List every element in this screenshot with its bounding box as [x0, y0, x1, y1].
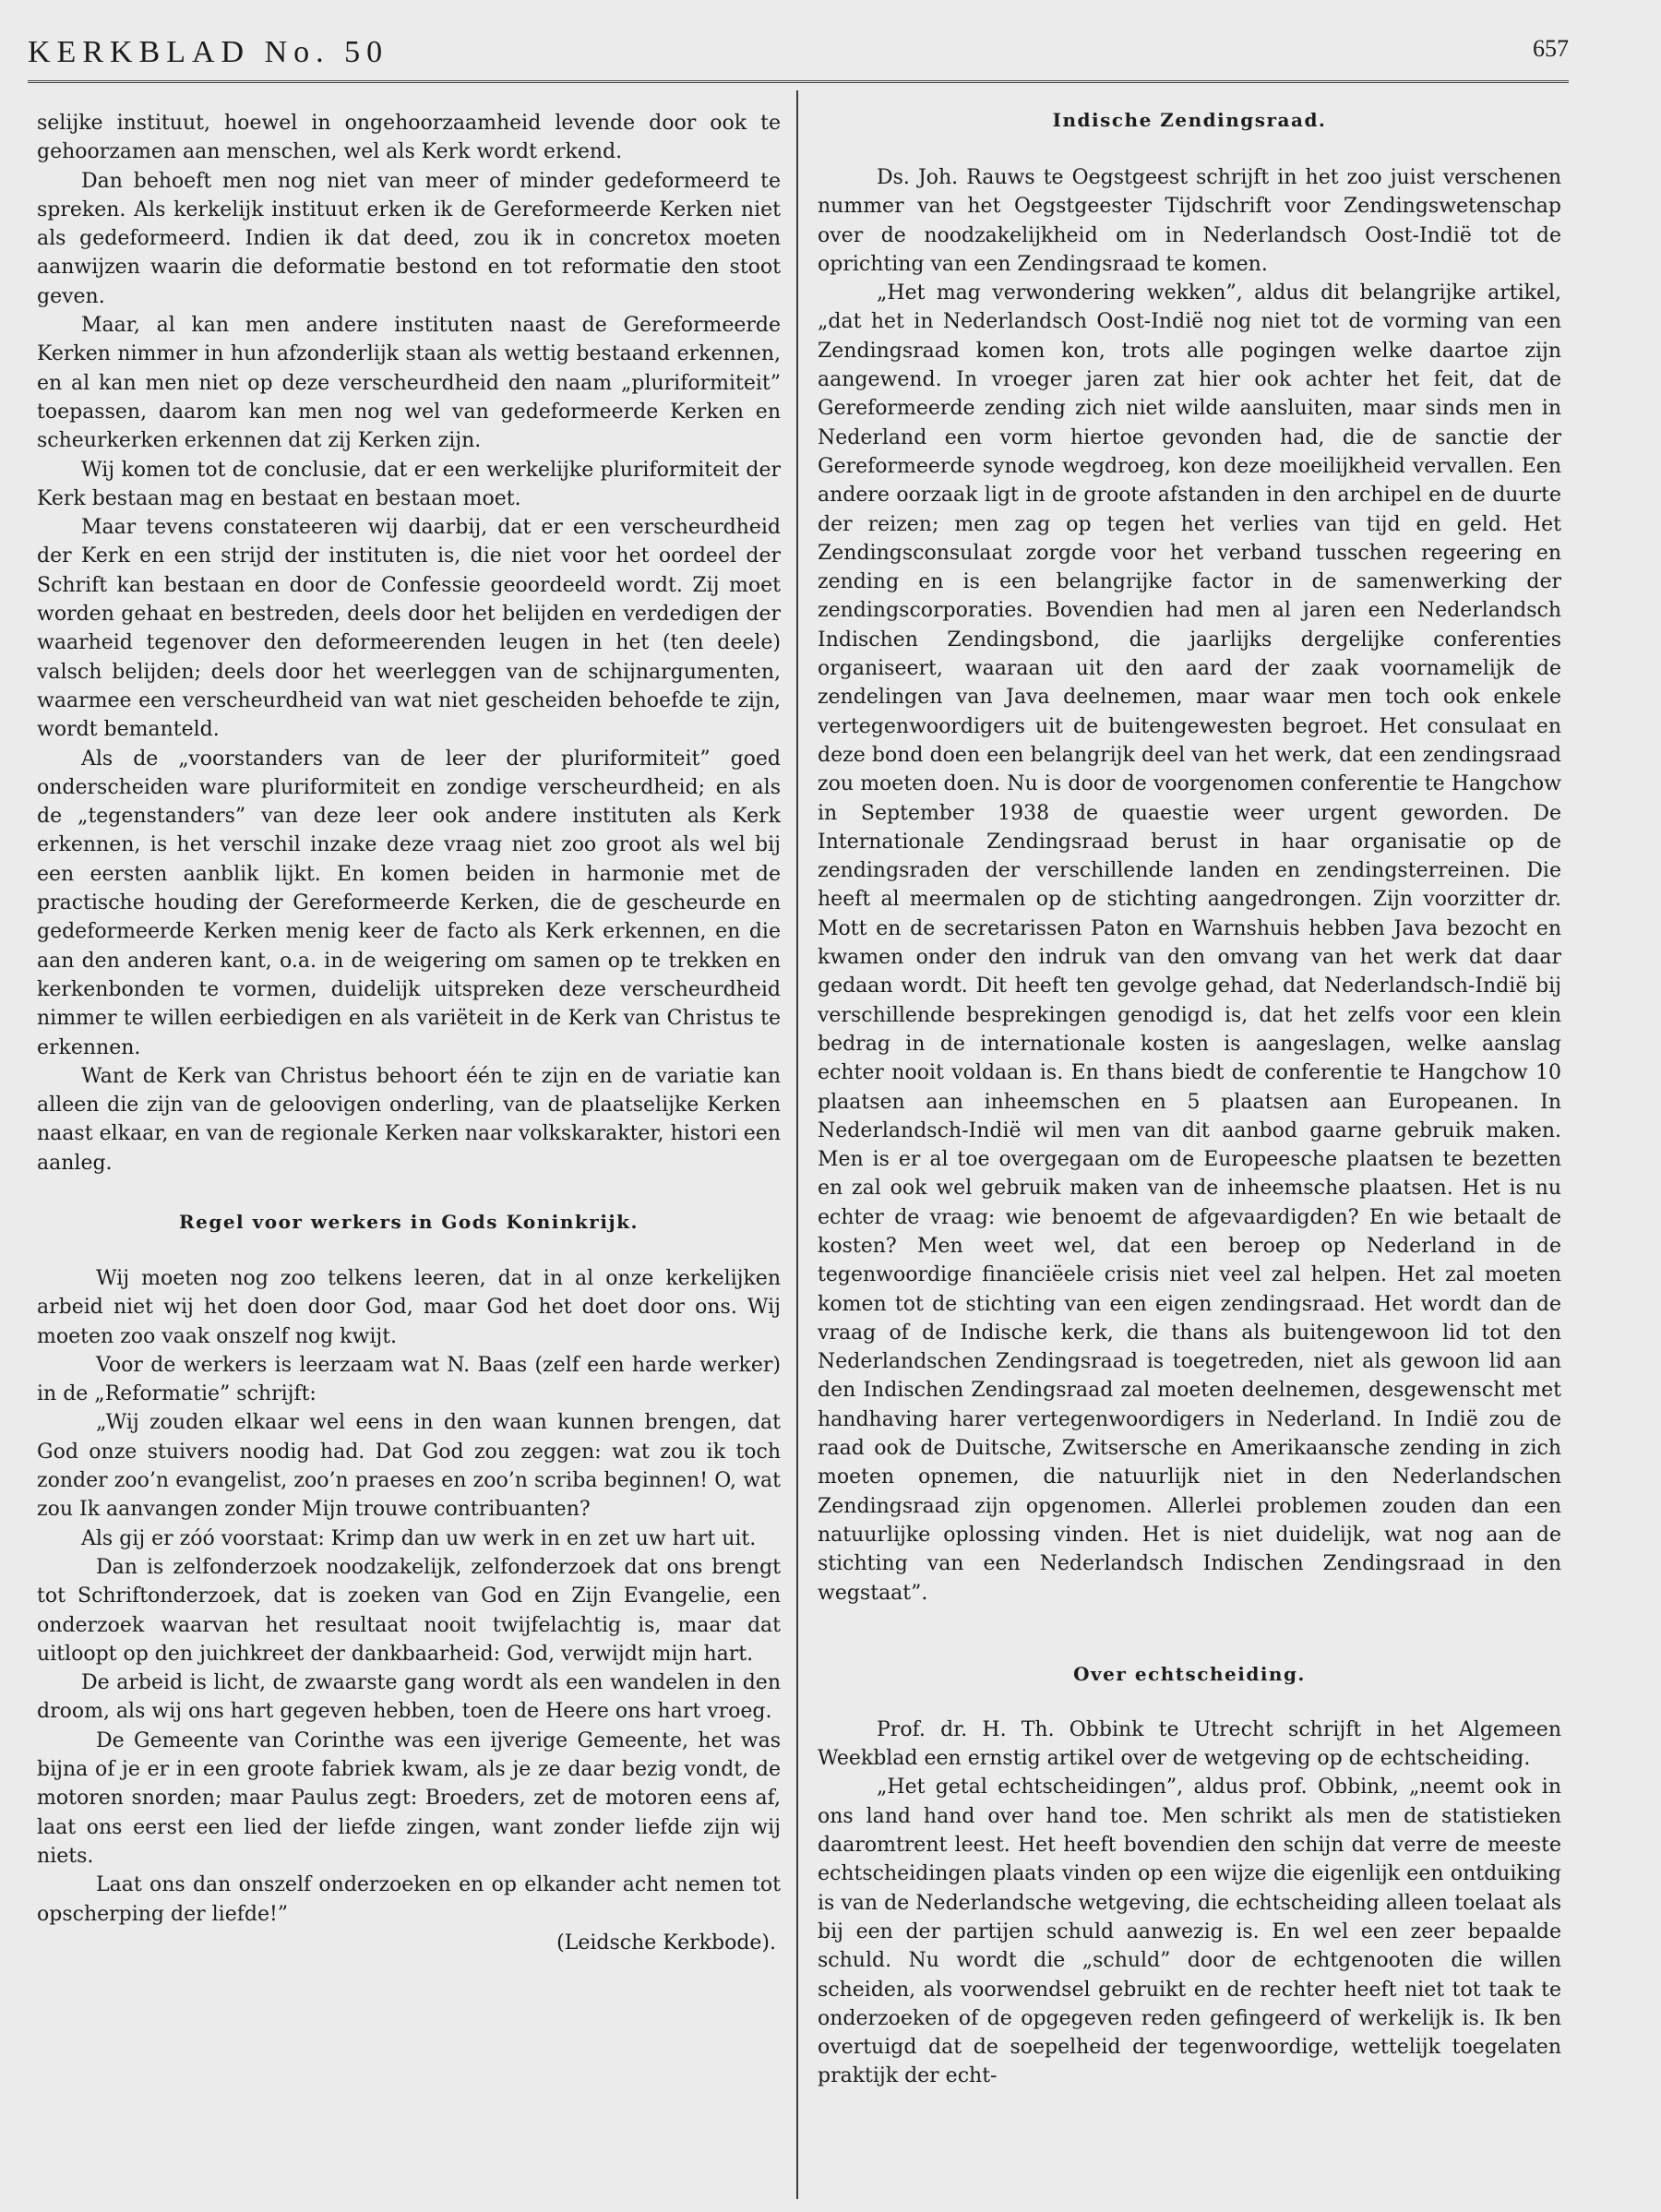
- quote-paragraph: Dan is zelfonderzoek noodzakelijk, zelfonderzoek dat ons brengt tot Schriftonderzoek, dat is zoeken van God en Zijn Evangelie, een onderzoek waarvan het resultaat nooit twijfelachtig is, maar dat uitloopt op den juichkreet der dankbaarheid: God, verwijdt mijn hart.: [37, 1555, 781, 1666]
- source-attribution: (Leidsche Kerkbode).: [556, 1931, 776, 1955]
- paragraph: Voor de werkers is leerzaam wat N. Baas (zelf een harde werker) in de „Reformatie” schrijft:: [37, 1353, 781, 1406]
- paragraph: Dan behoeft men nog niet van meer of minder gedeformeerd te spreken. Als kerkelijk instituut erken ik de Gereformeerde Kerken niet als gedeformeerd. Indien ik dat deed, zou ik in concretox moeten aanwijzen waarin die deformatie bestond en tot reformatie den stoot geven.: [37, 169, 781, 308]
- quote-paragraph: „Het getal echtscheidingen”, aldus prof. Obbink, „neemt ook in ons land hand over hand toe. Men schrikt als men de statistieken daaromtrent leest. Het heeft bovendien den schijn dat verre de meeste echtscheidingen plaats vinden op een wijze die eigenlijk een ontduiking is van de Nederlandsche wetgeving, die echtscheiding alleen toelaat als bij een der partijen schuld aanwezig is. En wel een zeer bepaalde schuld. Nu wordt die „schuld” door de echtgenooten die willen scheiden, als voorwendsel gebruikt en de rechter heeft niet tot taak te onderzoeken of de opgegeven reden gefingeerd of werkelijk is. Ik ben overtuigd dat de soepelheid der tegenwoordige, wettelijk toegelaten praktijk der echt-: [818, 1776, 1561, 2088]
- quote-paragraph: De Gemeente van Corinthe was een ijverige Gemeente, het was bijna of je er in een groote fabriek kwam, als je ze daar bezig vondt, de motoren snorden; maar Paulus zegt: Broeders, zet de motoren eens af, laat ons eerst een lied der liefde zingen, want zonder liefde zijn wij niets.: [37, 1728, 781, 1868]
- paragraph: Maar, al kan men andere instituten naast de Gereformeerde Kerken nimmer in hun afzonderlijk staan als wettig bestaand erkennen, en al kan men niet op deze verscheurdheid den naam „pluriformiteit” toepassen, daarom kan men nog wel van gedeformeerde Kerken en scheurkerken erkennen dat zij Kerken zijn.: [37, 314, 781, 453]
- quote-paragraph: De arbeid is licht, de zwaarste gang wordt als een wandelen in den droom, als wij ons hart gegeven hebben, toen de Heere ons hart vroeg.: [37, 1671, 781, 1724]
- paragraph: Ds. Joh. Rauws te Oegstgeest schrijft in het zoo juist verschenen nummer van het Oegstgeester Tijdschrift voor Zendingswetenschap over de noodzakelijkheid om in Nederlandsch Oost-Indië tot de oprichting van een Zendingsraad te komen.: [818, 166, 1561, 276]
- paragraph: selijke instituut, hoewel in ongehoorzaamheid levende door ook te gehoorzamen aan menschen, wel als Kerk wordt erkend.: [37, 112, 781, 164]
- paragraph: Prof. dr. H. Th. Obbink te Utrecht schrijft in het Algemeen Weekblad een ernstig artikel over de wetgeving op de echtscheiding.: [818, 1717, 1561, 1771]
- masthead-title: KERKBLAD No. 50: [28, 35, 389, 69]
- page-header: [28, 35, 1569, 81]
- section-heading: Indische Zendingsraad.: [1052, 109, 1327, 131]
- page-number: 657: [1533, 35, 1569, 62]
- paragraph: Wij moeten nog zoo telkens leeren, dat in al onze kerkelijken arbeid niet wij het doen door God, maar God het doet door ons. Wij moeten zoo vaak onszelf nog kwijt.: [37, 1266, 781, 1348]
- quote-paragraph: Als gij er zóó voorstaat: Krimp dan uw werk in en zet uw hart uit.: [81, 1526, 757, 1550]
- paragraph: Want de Kerk van Christus behoort één te zijn en de variatie kan alleen die zijn van de geloovigen onderling, van de plaatselijke Kerken naast elkaar, en van de regionale Kerken naar volkskarakter, histori een aanleg.: [37, 1064, 781, 1175]
- paragraph: Als de „voorstanders van de leer der pluriformiteit” goed onderscheiden ware pluriformiteit en zondige verscheurdheid; en als de „tegenstanders” van deze leer ook andere instituten als Kerk erkennen, is het verschil inzake deze vraag niet zoo groot als wel bij een eersten aanblik lijkt. En komen beiden in harmonie met de practische houding der Gereformeerde Kerken, die de gescheurde en gedeformeerde Kerken menig keer de facto als Kerk erkennen, en die aan den anderen kant, o.a. in de weigering om samen op te trekken en kerkenbonden te vormen, duidelijk uitspreken deze verscheurdheid nimmer te willen eerbiedigen en als variëteit in de Kerk van Christus te erkennen.: [37, 747, 781, 1059]
- quote-paragraph: „Het mag verwondering wekken”, aldus dit belangrijke artikel, „dat het in Nederlandsch Oost-Indië nog niet tot de vorming van een Zendingsraad komen kon, trots alle pogingen welke daartoe zijn aangewend. In vroeger jaren zat hier ook achter het feit, dat de Gereformeerde zending zich niet wilde aansluiten, maar sinds men in Nederland een vorm hiertoe gevonden had, die de sanctie der Gereformeerde synode wegdroeg, kon deze moeilijkheid vervallen. Een andere oorzaak ligt in de groote afstanden in den archipel en de duurte der reizen; men zag op tegen het verlies van tijd en geld. Het Zendingsconsulaat zorgde voor het verband tusschen regeering en zending en is een belangrijke factor in de samenwerking der zendingscorporaties. Bovendien had men al jaren een Nederlandsch Indischen Zendingsbond, die jaarlijks dergelijke conferenties organiseert, waaraan uit den aard der zaak voornamelijk de zendelingen van Java deelnemen, maar waar men toch ook enkele vertegenwoordigers uit de buitengewesten begroet. Het consulaat en deze bond doen een belangrijk deel van het werk, dat een zendingsraad zou moeten doen. Nu is door de voorgenomen conferentie te Hangchow in September 1938 de quaestie weer urgent geworden. De Internationale Zendingsraad berust in haar organisatie op de zendingsraden der verschillende landen en zendingsterreinen. Die heeft al meermalen op de stichting aangedrongen. Zijn voorzitter dr. Mott en de secretarissen Paton en Warnshuis hebben Java bezocht en kwamen onder den indruk van den omvang van het werk dat daar gedaan wordt. Dit heeft ten gevolge gehad, dat Nederlandsch-Indië bij verschillende besprekingen genodigd is, dat het zelfs voor een klein bedrag in de internationale kosten is aangeslagen, welke aanslag echter nooit voldaan is. En thans biedt de conferentie te Hangchow 10 plaatsen aan inheemschen en 5 plaatsen aan Europeanen. In Nederlandsch-Indië wil men van dit aanbod gaarne gebruik maken. Men is er al toe overgegaan om de Europeesche plaatsen te bezetten en zal ook wel gebruik maken van de inheemsche plaatsen. Het is nu echter de vraag: wie benoemt de afgevaardigden? En wie betaalt de kosten? Men weet wel, dat een beroep op Nederland in de tegenwoordige financiëele crisis niet veel zal helpen. Het zal moeten komen tot de stichting van een eigen zendingsraad. Het wordt dan de vraag of de Indische kerk, die thans als buitengewoon lid tot den Nederlandschen Zendingsraad is toegetreden, niet als gewoon lid aan den Indischen Zendingsraad zal moeten deelnemen, desgewenscht met handhaving harer vertegenwoordigers in Nederland. In Indië zou de raad ook de Duitsche, Zwitsersche en Amerikaansche zending in zich moeten opnemen, die natuurlijk niet in den Nederlandschen Zendingsraad zijn opgenomen. Allerlei problemen zouden dan een natuurlijke oplossing vinden. Het is niet duidelijk, wat nog aan de stichting van een Nederlandsch Indischen Zendingsraad in den wegstaat”.: [818, 281, 1561, 1605]
- right-column: [818, 109, 1561, 2091]
- paragraph: Maar tevens constateeren wij daarbij, dat er een verscheurdheid der Kerk en een strijd der instituten is, die niet voor het oordeel der Schrift kan bestaan en door de Confessie geoordeeld wordt. Zij moet worden gehaat en bestreden, deels door het belijden en verdedigen der waarheid tegenover den deformeerenden leugen in het (ten deele) valsch belijden; deels door het weerleggen van de schijnargumenten, waarmee een verscheurdheid van wat niet gescheiden behoefde te zijn, wordt bemanteld.: [37, 516, 781, 742]
- section-heading: Regel voor werkers in Gods Koninkrijk.: [179, 1210, 639, 1233]
- left-column: [37, 109, 781, 1957]
- section-heading: Over echtscheiding.: [1073, 1662, 1306, 1685]
- quote-paragraph: „Wij zouden elkaar wel eens in den waan kunnen brengen, dat God onze stuivers noodig had. Dat God zou zeggen: wat zou ik toch zonder zoo’n evangelist, zoo’n praeses en zoo’n scriba beginnen! O, wat zou Ik aanvangen zonder Mijn trouwe contribuanten?: [37, 1411, 781, 1522]
- header-rule: [28, 80, 1569, 83]
- paragraph: Wij komen tot de conclusie, dat er een werkelijke pluriformiteit der Kerk bestaan mag en bestaat en bestaan moet.: [37, 458, 781, 510]
- quote-paragraph: Laat ons dan onszelf onderzoeken en op elkander acht nemen tot opscherping der liefde!”: [37, 1873, 781, 1926]
- column-divider: [796, 90, 798, 2199]
